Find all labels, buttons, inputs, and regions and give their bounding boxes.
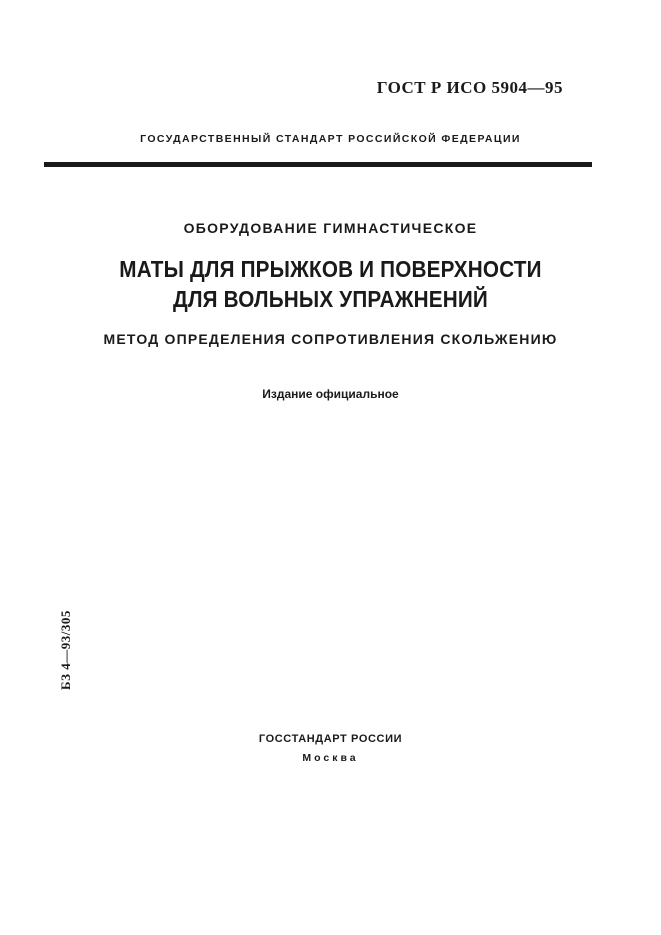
gost-number: ГОСТ Р ИСО 5904—95 [376, 78, 563, 97]
title-line-1: МАТЫ ДЛЯ ПРЫЖКОВ И ПОВЕРХНОСТИ [119, 256, 542, 282]
method-subtitle: МЕТОД ОПРЕДЕЛЕНИЯ СОПРОТИВЛЕНИЯ СКОЛЬЖЕНИЮ [103, 331, 558, 347]
subject-heading: ОБОРУДОВАНИЕ ГИМНАСТИЧЕСКОЕ [183, 220, 478, 236]
side-catalog-code: БЗ 4—93/305 [58, 610, 73, 690]
document-title [33, 254, 628, 314]
publisher: ГОССТАНДАРТ РОССИИ [258, 733, 403, 745]
header-divider [44, 162, 592, 167]
title-line-2: ДЛЯ ВОЛЬНЫХ УПРАЖНЕНИЙ [173, 286, 488, 312]
state-standard-heading: ГОСУДАРСТВЕННЫЙ СТАНДАРТ РОССИЙСКОЙ ФЕДЕРАЦИИ [140, 133, 521, 145]
edition-note: Издание официальное [262, 387, 399, 401]
publisher-city: Москва [302, 752, 359, 764]
